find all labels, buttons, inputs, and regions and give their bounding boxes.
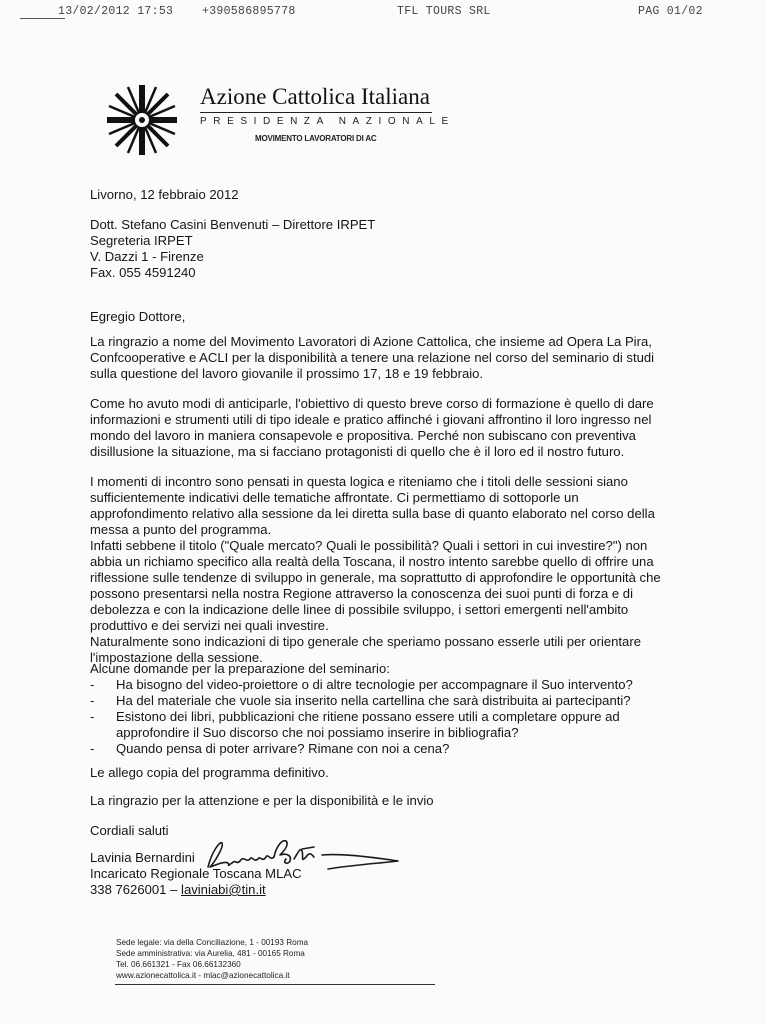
recipient-line: Fax. 055 4591240 [90,265,196,280]
fax-rule [20,18,65,19]
question-text: Ha del materiale che vuole sia inserito nella cartellina che sarà distribuita ai partecipanti? [116,693,631,708]
paragraph-line: approfondimento relativo alla sessione da lei diretta sulla base di quanto elaborato nel corso della [90,506,655,521]
list-item [90,741,690,757]
paragraph-line: sufficientemente indicativi delle tematiche affrontate. Ci permettiamo di sottoporle un [90,490,579,505]
paragraph-line: disillusione la situazione, ma si facciano protagonisti di quello che è il loro ed il nostro futuro. [90,444,625,459]
attachment-note: Le allego copia del programma definitivo. [90,765,329,780]
fax-datetime: 13/02/2012 17:53 [58,5,174,18]
paragraph-line: La ringrazio a nome del Movimento Lavoratori di Azione Cattolica, che insieme ad Opera La Pira, [90,334,652,349]
paragraph-line: possono presentarsi nella nostra Regione attraverso la conoscenza dei suoi punti di forza e di [90,586,633,601]
recipient-block [90,217,375,281]
paragraph-line: Infatti sebbene il titolo ("Quale mercato? Quali le possibilità? Quali i settori in cui investire?") non [90,538,648,553]
paragraph-line: abbia un richiamo specifico alla realtà della Toscana, il nostro intento sarebbe quello di offrire una [90,554,654,569]
questions-block [90,661,690,757]
footer-line: Sede legale: via della Conciliazione, 1 - 00193 Roma [116,938,309,947]
fax-phone: +390586895778 [202,5,296,18]
salutation: Egregio Dottore, [90,309,186,324]
paragraph-line: Confcooperative e ACLI per la disponibilità a tenere una relazione nel corso del seminario di studi [90,350,655,365]
paragraph-line: riflessione sulle tendenze di sviluppo in generale, ma soprattutto di approfondire le opportunità che [90,570,661,585]
list-item-continuation [90,725,690,741]
recipient-line: Segreteria IRPET [90,233,193,248]
fax-header [0,3,766,19]
paragraph-2 [90,396,654,460]
question-text: approfondire il Suo discorso che noi possiamo inserire in bibliografia? [116,725,519,740]
closing: Cordiali saluti [90,823,169,838]
list-item [90,677,690,693]
paragraph-line: l'impostazione della sessione. [90,650,263,665]
paragraph-line: sulla questione del lavoro giovanile il prossimo 17, 18 e 19 febbraio. [90,366,484,381]
questions-intro: Alcune domande per la preparazione del seminario: [90,661,390,676]
signer-email-link[interactable]: laviniabi@tin.it [181,882,266,897]
recipient-line: V. Dazzi 1 - Firenze [90,249,204,264]
footer-address [116,937,308,981]
paragraph-line: debolezza e con la indicazione delle linee di possibile sviluppo, i settori emergenti nell'ambito [90,602,629,617]
question-text: Esistono dei libri, pubblicazioni che ritiene possano essere utili a completare oppure ad [116,709,620,724]
org-movement: MOVIMENTO LAVORATORI DI AC [255,134,377,143]
paragraph-line: mondo del lavoro in maniera consapevole e propositiva. Perché non subiscano con preventiva [90,428,636,443]
paragraph-3 [90,474,661,666]
paragraph-line: messa a punto del programma. [90,522,272,537]
paragraph-line: Naturalmente sono indicazioni di tipo generale che speriamo possano esserle utili per orientare [90,634,641,649]
paragraph-line: I momenti di incontro sono pensati in questa logica e riteniamo che i titoli delle sessioni siano [90,474,628,489]
org-name: Azione Cattolica Italiana [200,84,430,109]
footer-line: Sede amministrativa: via Aurelia, 481 - 00165 Roma [116,949,305,958]
bullet-dash: - [90,709,95,724]
bullet-dash: - [90,693,95,708]
footer-rule [115,984,435,985]
bullet-dash: - [90,741,95,756]
list-item [90,709,690,725]
paragraph-line: produttivo e dei servizi nei quali investire. [90,618,329,633]
org-presidency: PRESIDENZA NAZIONALE [200,116,455,127]
paragraph-1 [90,334,654,382]
recipient-line: Dott. Stefano Casini Benvenuti – Direttore IRPET [90,217,376,232]
signer-contact [90,882,266,898]
list-item [90,693,690,709]
footer-line: Tel. 06.661321 - Fax 06.66132360 [116,960,241,969]
org-rule [200,112,432,113]
question-text: Ha bisogno del video-proiettore o di altre tecnologie per accompagnare il Suo intervento? [116,677,633,692]
signer-phone: 338 7626001 – [90,882,178,897]
bullet-dash: - [90,677,95,692]
paragraph-line: informazioni e strumenti utili di tipo ideale e pratico affinché i giovani affrontino il loro ingresso nel [90,412,652,427]
signer-role: Incaricato Regionale Toscana MLAC [90,866,302,881]
question-text: Quando pensa di poter arrivare? Rimane con noi a cena? [116,741,450,756]
signer-name: Lavinia Bernardini [90,850,195,865]
letter-date: Livorno, 12 febbraio 2012 [90,187,239,202]
fax-page: PAG 01/02 [638,5,703,18]
footer-line: www.azionecattolica.it - mlac@azionecattolica.it [116,971,290,980]
fax-sender: TFL TOURS SRL [397,5,491,18]
thanks-line: La ringrazio per la attenzione e per la disponibilità e le invio [90,793,434,808]
paragraph-line: Come ho avuto modi di anticiparle, l'obiettivo di questo breve corso di formazione è quello di dare [90,396,654,411]
azione-cattolica-logo [104,82,180,158]
